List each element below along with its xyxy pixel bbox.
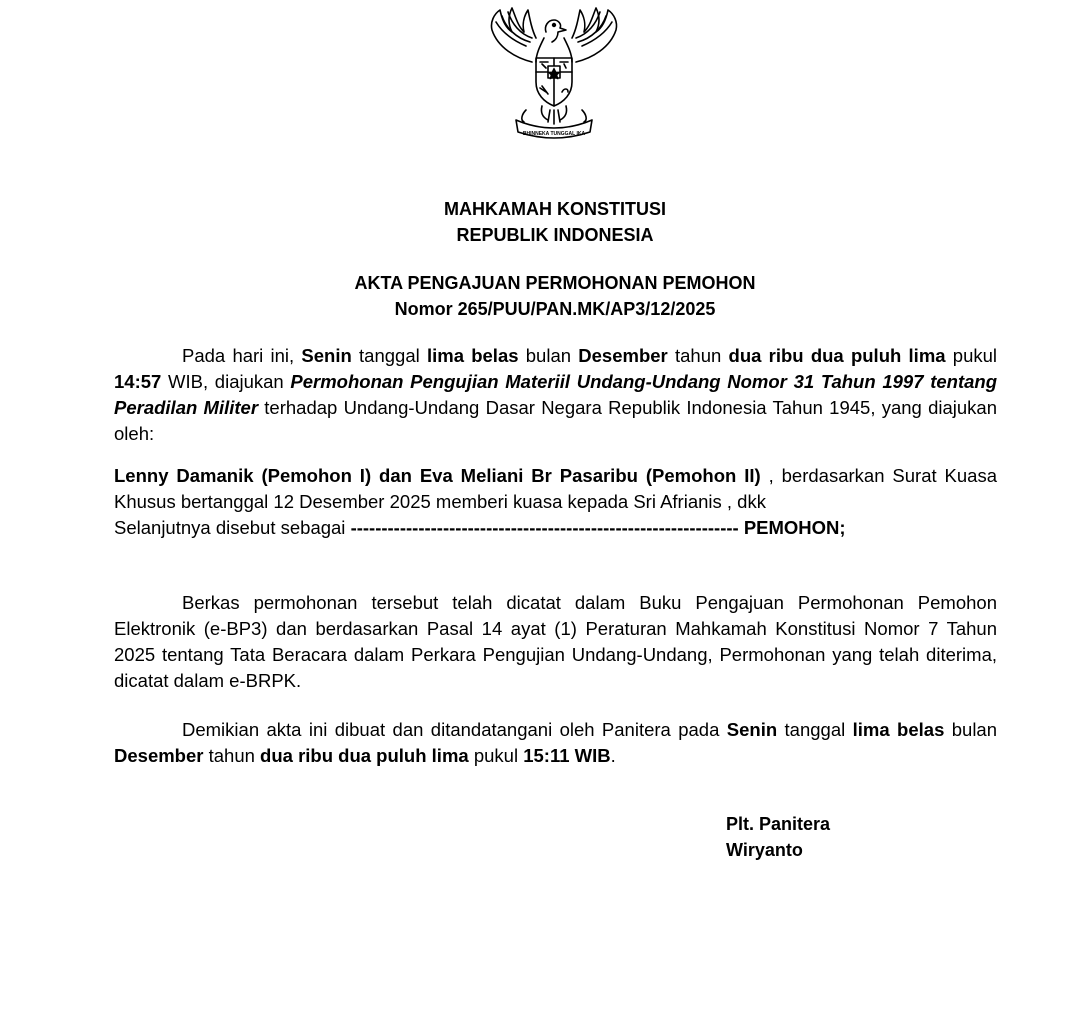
signature-block [726,811,830,863]
signatory-position: Plt. Panitera [726,814,831,834]
text-fragment: Pada hari ini, [182,345,302,366]
document-title: AKTA PENGAJUAN PERMOHONAN PEMOHON [354,273,756,293]
paragraph-applicants [114,463,997,541]
institution-line-1: MAHKAMAH KONSTITUSI [444,199,666,219]
day-name: Senin [726,719,778,740]
paragraph-closing [114,717,997,769]
year-words: dua ribu dua puluh lima [260,745,469,766]
referred-as-line [114,515,997,541]
text-fragment: tahun [667,345,729,366]
party-designation: PEMOHON; [738,517,846,538]
garuda-emblem [486,2,622,144]
petition-subject: Permohonan Pengujian Materiil Undang-Undang Nomor 31 Tahun 1997 tentang Peradilan Militer [114,371,997,418]
text-fragment: Demikian akta ini dibuat dan ditandatangani oleh Panitera pada [182,719,727,740]
text-fragment: . [610,745,616,766]
text-fragment: bulan [518,345,579,366]
month-name: Desember [114,745,204,766]
text-fragment: tanggal [777,719,853,740]
signatory-name: Wiryanto [726,840,803,860]
text-fragment: tanggal [351,345,427,366]
date-words: lima belas [426,345,519,366]
text-fragment: terhadap Undang-Undang Dasar Negara Republik Indonesia Tahun 1945, yang diajukan oleh: [114,397,998,444]
date-words: lima belas [852,719,945,740]
applicants-text [114,463,997,515]
text-fragment: tahun [203,745,261,766]
document-number: Nomor 265/PUU/PAN.MK/AP3/12/2025 [394,299,716,319]
month-name: Desember [578,345,668,366]
dash-leader: --------------------------------------------------------------- [350,517,739,538]
text-fragment: pukul [945,345,998,366]
paragraph-submission [114,343,997,447]
paragraph-registration: Berkas permohonan tersebut telah dicatat dalam Buku Pengajuan Permohonan Pemohon Elektronik (e-BP3) dan berdasarkan Pasal 14 ayat (1) Peraturan Mahkamah Konstitusi Nomor 7 Tahun 2025 tentang Tata Beracara dalam Perkara Pengujian Undang-Undang, Permohonan yang telah diterima, dicatat dalam e-BRPK. [114,592,997,691]
text-fragment: bulan [944,719,998,740]
institution-heading [0,196,1080,248]
text-fragment: , berdasarkan Surat Kuasa Khusus bertanggal 12 Desember 2025 memberi kuasa kepada Sri Afrianis , dkk [114,465,997,512]
applicant-names: Lenny Damanik (Pemohon I) dan Eva Meliani Br Pasaribu (Pemohon II) [114,465,761,486]
text-fragment: WIB, diajukan [161,371,291,392]
institution-line-2: REPUBLIK INDONESIA [456,225,654,245]
submission-time: 14:57 [114,371,162,392]
signing-time: 15:11 WIB [523,745,611,766]
year-words: dua ribu dua puluh lima [728,345,946,366]
document-title-block [0,270,1080,322]
day-name: Senin [301,345,352,366]
text-fragment: pukul [468,745,524,766]
text-fragment: Selanjutnya disebut sebagai [114,517,351,538]
emblem-motto: BHINNEKA TUNGGAL IKA [522,131,586,137]
